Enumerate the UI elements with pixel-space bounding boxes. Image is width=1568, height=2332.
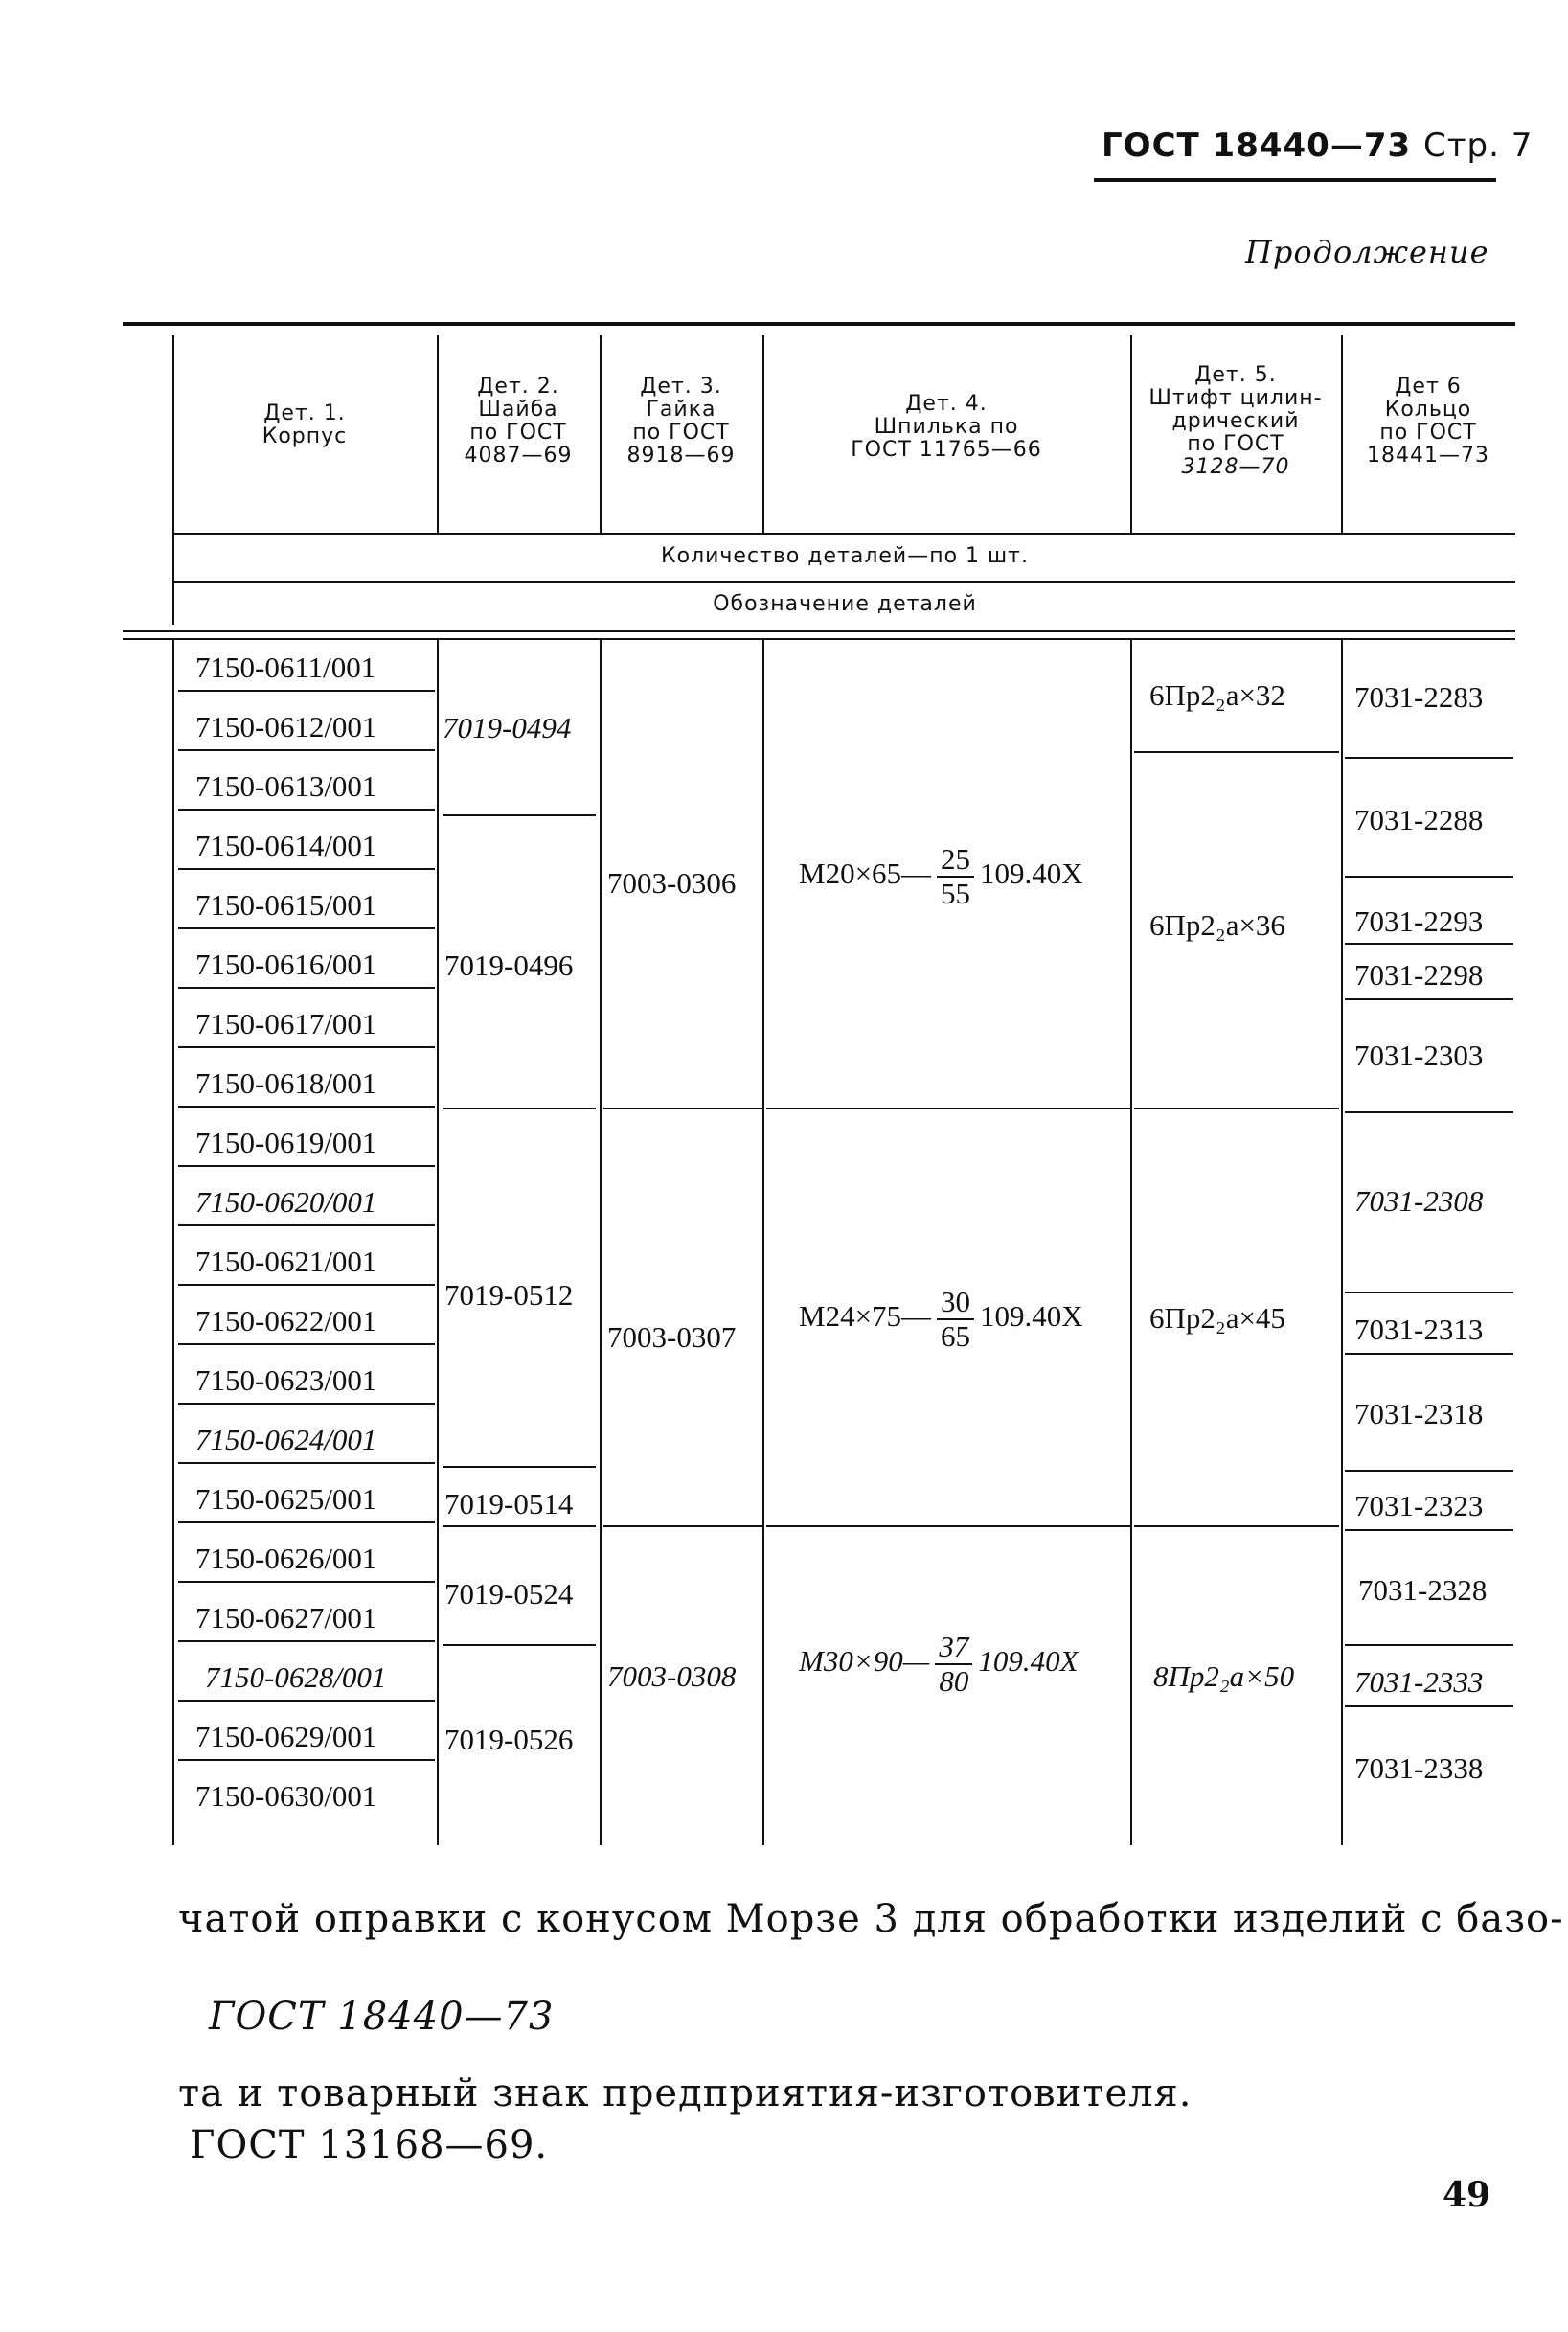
page-header	[1102, 126, 1533, 165]
row-rule	[178, 690, 435, 692]
table-top-rule	[123, 322, 1515, 326]
header-rule	[1094, 178, 1496, 182]
nut-rule	[603, 1525, 762, 1527]
washer-cell: 7019-0494	[443, 711, 572, 744]
stud-thread-length: 37	[935, 1631, 972, 1665]
nut-cell: 7003-0306	[607, 866, 737, 900]
row-rule	[178, 1165, 435, 1167]
col-header-nut: Дет. 3. Гайка по ГОСТ 8918—69	[626, 375, 736, 468]
stud-cell	[799, 1286, 1083, 1353]
col-header-washer: Дет. 2. Шайба по ГОСТ 4087—69	[464, 375, 573, 468]
table-row: 7150-0618/001	[195, 1066, 377, 1100]
body-sep-2	[600, 640, 602, 1845]
row-rule	[178, 1640, 435, 1642]
body-sep-3	[762, 640, 764, 1845]
ring-rule	[1345, 1470, 1513, 1472]
body-left-border	[172, 640, 174, 1845]
table-row: 7150-0626/001	[195, 1542, 377, 1575]
body-sep-4	[1130, 640, 1132, 1845]
washer-rule	[443, 1466, 596, 1468]
row-rule	[178, 1700, 435, 1702]
ring-rule	[1345, 1705, 1513, 1707]
ring-rule	[1345, 1353, 1513, 1355]
ring-rule	[1345, 876, 1513, 878]
pin-cell: 8Пр2₂а×50	[1153, 1659, 1295, 1693]
table-row: 7150-0616/001	[195, 948, 377, 981]
pin-cell: 6Пр2₂а×45	[1149, 1301, 1285, 1335]
ring-cell: 7031-2308	[1354, 1184, 1484, 1218]
table-row: 7150-0629/001	[195, 1720, 377, 1753]
table-row: 7150-0617/001	[195, 1007, 377, 1040]
row-rule	[178, 1343, 435, 1345]
stud-size: М30×90—	[799, 1644, 930, 1679]
ring-cell: 7031-2298	[1354, 958, 1484, 992]
ring-cell: 7031-2318	[1354, 1397, 1484, 1430]
header-page: Стр. 7	[1423, 126, 1534, 165]
table-row: 7150-0628/001	[205, 1660, 387, 1694]
table-row: 7150-0623/001	[195, 1363, 377, 1397]
stud-size: М20×65—	[799, 857, 932, 891]
nut-cell: 7003-0308	[607, 1659, 737, 1693]
ring-cell: 7031-2323	[1354, 1489, 1484, 1522]
row-rule	[178, 868, 435, 870]
washer-rule	[443, 1525, 596, 1527]
stud-screw-length: 65	[941, 1319, 971, 1353]
ring-cell: 7031-2303	[1354, 1039, 1484, 1072]
col-header-ring: Дет 6 Кольцо по ГОСТ 18441—73	[1367, 375, 1489, 468]
quantity-row-rule	[172, 581, 1515, 583]
page-number: 49	[1443, 2175, 1491, 2215]
table-row: 7150-0619/001	[195, 1126, 377, 1159]
stud-fraction	[937, 843, 974, 910]
washer-cell: 7019-0514	[444, 1487, 574, 1520]
stud-grade: 109.40Х	[980, 1299, 1083, 1334]
header-standard: ГОСТ 18440—73	[1102, 126, 1412, 165]
ring-rule	[1345, 1644, 1513, 1646]
table-row: 7150-0621/001	[195, 1245, 377, 1278]
pin-cell: 6Пр2₂а×36	[1149, 908, 1285, 942]
table-row: 7150-0615/001	[195, 888, 377, 922]
washer-cell: 7019-0512	[444, 1278, 574, 1312]
stud-fraction	[935, 1631, 972, 1698]
body-sep-5	[1341, 640, 1343, 1845]
body-text-line-4: ГОСТ 13168—69.	[190, 2123, 549, 2167]
body-sep-1	[437, 640, 439, 1845]
stud-thread-length: 25	[937, 843, 974, 878]
stud-screw-length: 80	[939, 1664, 969, 1698]
ring-cell: 7031-2328	[1358, 1573, 1488, 1607]
ring-rule	[1345, 1292, 1513, 1293]
body-top-rule-2	[123, 638, 1515, 640]
ring-cell: 7031-2338	[1354, 1751, 1484, 1785]
body-text-line-2: ГОСТ 18440—73	[209, 1995, 555, 2039]
ring-cell: 7031-2333	[1354, 1665, 1484, 1699]
col-header-stud: Дет. 4. Шпилька по ГОСТ 11765—66	[851, 392, 1042, 462]
stud-cell	[799, 1631, 1079, 1698]
pin-cell: 6Пр2₂а×32	[1149, 678, 1285, 712]
washer-rule	[443, 814, 596, 816]
row-rule	[178, 1224, 435, 1226]
ring-rule	[1345, 1529, 1513, 1531]
table-row: 7150-0612/001	[195, 710, 377, 743]
header-bottom-rule	[172, 533, 1515, 535]
ring-rule	[1345, 943, 1513, 945]
row-rule	[178, 987, 435, 989]
row-rule	[178, 1046, 435, 1048]
stud-screw-length: 55	[941, 877, 971, 910]
pin-rule	[1134, 1108, 1339, 1109]
stud-size: М24×75—	[799, 1299, 932, 1334]
ring-cell: 7031-2288	[1354, 803, 1484, 836]
table-row: 7150-0614/001	[195, 829, 377, 862]
washer-cell: 7019-0524	[444, 1577, 574, 1611]
nut-rule	[603, 1108, 762, 1109]
row-rule	[178, 1403, 435, 1405]
body-text-line-1: чатой оправки с конусом Морзе 3 для обработки изделий с базо-	[178, 1897, 1564, 1941]
table-row: 7150-0613/001	[195, 769, 377, 803]
designation-row: Обозначение деталей	[713, 592, 977, 616]
row-rule	[178, 1581, 435, 1583]
ring-cell: 7031-2313	[1354, 1313, 1484, 1346]
body-top-rule-1	[123, 630, 1515, 632]
row-rule	[178, 927, 435, 929]
table-row: 7150-0620/001	[195, 1185, 377, 1219]
row-rule	[178, 1521, 435, 1523]
row-rule	[178, 1106, 435, 1108]
ring-cell: 7031-2283	[1354, 680, 1484, 714]
table-row: 7150-0624/001	[195, 1423, 377, 1456]
row-rule	[178, 749, 435, 751]
stud-fraction	[937, 1286, 974, 1353]
table-row: 7150-0630/001	[195, 1779, 377, 1813]
pin-rule	[1134, 1525, 1339, 1527]
body-text-line-3: та и товарный знак предприятия-изготовителя.	[178, 2071, 1193, 2115]
col-header-corpus: Дет. 1. Корпус	[261, 401, 348, 448]
row-rule	[178, 1759, 435, 1761]
washer-rule	[443, 1644, 596, 1646]
pin-rule	[1134, 751, 1339, 753]
row-rule	[178, 1462, 435, 1464]
table-row: 7150-0625/001	[195, 1482, 377, 1516]
stud-grade: 109.40Х	[980, 857, 1083, 891]
washer-cell: 7019-0526	[444, 1723, 574, 1756]
ring-cell: 7031-2293	[1354, 904, 1484, 938]
row-rule	[178, 1284, 435, 1286]
quantity-row: Количество деталей—по 1 шт.	[660, 544, 1029, 568]
washer-rule	[443, 1108, 596, 1109]
col-header-pin: Дет. 5. Штифт цилин- дрический по ГОСТ 3128—70	[1148, 363, 1323, 479]
table-row: 7150-0627/001	[195, 1601, 377, 1635]
stud-cell	[799, 843, 1083, 910]
stud-rule	[766, 1108, 1130, 1109]
table-row: 7150-0611/001	[195, 651, 376, 684]
nut-cell: 7003-0307	[607, 1320, 737, 1354]
continuation-label: Продолжение	[1245, 234, 1489, 270]
washer-cell: 7019-0496	[444, 949, 574, 982]
stud-grade: 109.40Х	[978, 1644, 1079, 1679]
ring-rule	[1345, 1111, 1513, 1113]
ring-rule	[1345, 998, 1513, 1000]
row-rule	[178, 809, 435, 811]
stud-rule	[766, 1525, 1130, 1527]
ring-rule	[1345, 757, 1513, 759]
table-row: 7150-0622/001	[195, 1304, 377, 1337]
stud-thread-length: 30	[937, 1286, 974, 1320]
